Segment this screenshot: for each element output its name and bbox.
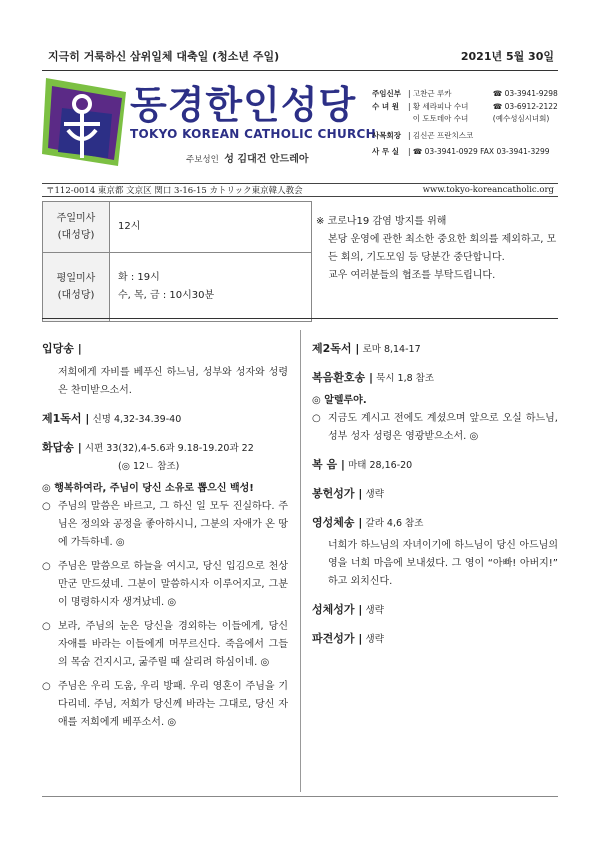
patron-saint — [186, 150, 309, 165]
staff-name: 황 세라피나 수녀 — [412, 101, 469, 111]
staff-row: 사 무 실 | ☎ 03-3941-0929 FAX 03-3941-3299 — [372, 146, 562, 159]
feast-title: 지극히 거룩하신 삼위일체 대축일 (청소년 주일) — [48, 50, 280, 63]
patron-label: 주보성인 — [186, 155, 219, 165]
office-contact: ☎ 03-3941-0929 FAX 03-3941-3299 — [412, 147, 550, 156]
covid-notice — [316, 213, 560, 285]
staff-name: 고찬근 루카 — [412, 89, 452, 98]
section-rule — [42, 318, 558, 319]
entrance-antiphon-text: 저희에게 자비를 베푸신 하느님, 성부와 성자와 성령은 찬미받으소서. — [58, 367, 288, 396]
staff-row — [372, 113, 562, 126]
gospel-acclamation: 복음환호송 | 묵시 1,8 참조 — [312, 371, 435, 384]
communion-antiphon-text: 너희가 하느님의 자녀이기에 하느님이 당신 아드님의 영을 너희 마음에 보내셨다. 그 영이 “아빠! 아버지!” 하고 외치신다. — [328, 540, 558, 587]
communion-hymn: 성체성가 | 생략 — [312, 603, 384, 616]
staff-role — [372, 113, 408, 126]
psalm-verse: ○ 보라, 주님의 눈은 당신을 경외하는 이들에게, 당신 자애를 바라는 이들에게 머무르신다. 죽음에서 그들의 목숨 건지시고, 굶주릴 때 살리려 하심이네. ◎ — [42, 621, 288, 668]
second-reading: 제2독서 | 로마 8,14-17 — [312, 342, 421, 355]
psalm: 화답송 | 시편 33(32),4-5.6과 9.18-19.20과 22 — [42, 441, 254, 454]
staff-role: 사목회장 — [372, 130, 401, 140]
psalm-ref-note: (◎ 12ㄴ 참조) — [118, 461, 180, 472]
psalm-verse: ○ 주님은 말씀으로 하늘을 여시고, 당신 입김으로 천상 만군 만드셨네. 그분이 말씀하시자 이루어지고, 그분이 명령하시자 생겨났네. ◎ — [42, 561, 288, 608]
sunday-mass-time: 12시 — [110, 202, 312, 253]
entrance-antiphon-title: 입당송 | — [42, 342, 82, 355]
first-reading: 제1독서 | 신명 4,32-34.39-40 — [42, 412, 182, 425]
right-column — [312, 340, 562, 649]
church-name-korean: 동경한인성당 — [130, 83, 357, 127]
staff-tel: ☎ 03-6912-2122 — [492, 101, 558, 111]
left-column — [42, 340, 292, 732]
alleluia-response: ◎ 알렐루야. — [312, 395, 367, 406]
staff-name: 이 도토데아 수녀 — [412, 114, 469, 123]
communion-antiphon: 영성체송 | 갈라 4,6 참조 — [312, 516, 424, 529]
psalm-verse: ○ 주님의 말씀은 바르고, 그 하신 일 모두 진실하다. 주님은 정의와 공정을 좋아하시니, 그분의 자애가 온 땅에 가득하네. ◎ — [42, 501, 288, 548]
website-url[interactable]: www.tokyo-koreancatholic.org — [422, 185, 554, 195]
staff-tel: (예수성심시녀회) — [492, 114, 550, 123]
address-japanese: 〒112-0014 東京都 文京区 関口 3-16-15 カトリック東京韓人教会 — [46, 186, 303, 196]
staff-row: 수 녀 원 | 황 세라피나 수녀 ☎ 03-6912-2122 — [372, 101, 562, 114]
sunday-mass-label: 주일미사 (대성당) — [43, 202, 110, 253]
bulletin-date: 2021년 5월 30일 — [460, 50, 554, 63]
table-row — [43, 202, 312, 253]
staff-role: 주임신부 — [372, 89, 401, 98]
bottom-rule — [42, 796, 558, 797]
column-divider — [300, 330, 301, 792]
psalm-response: ◎ 행복하여라, 주님이 당신 소유로 뽑으신 백성! — [42, 483, 254, 494]
notice-body: 본당 운영에 관한 최소한 중요한 회의를 제외하고, 모든 회의, 기도모임 등 당분간 중단합니다. — [328, 234, 557, 263]
patron-name: 성 김대건 안드레아 — [224, 154, 309, 165]
staff-row: 주임신부 | 고찬근 루카 ☎ 03-3941-9298 — [372, 88, 562, 101]
weekday-mass-label: 평일미사 (대성당) — [43, 253, 110, 322]
gospel: 복 음 | 마태 28,16-20 — [312, 458, 413, 471]
staff-tel: ☎ 03-3941-9298 — [492, 89, 558, 98]
staff-name: 김신곤 프란치스코 — [412, 130, 474, 140]
church-name-english: TOKYO KOREAN CATHOLIC CHURCH — [130, 127, 377, 141]
staff-directory — [372, 88, 562, 159]
offertory-hymn: 봉헌성가 | 생략 — [312, 487, 384, 500]
mass-schedule-table — [42, 201, 312, 322]
psalm-verse: ○ 주님은 우리 도움, 우리 방패. 우리 영혼이 주님을 기다리네. 주님, 저희가 당신께 바라는 그대로, 당신 자애를 저희에게 베푸소서. ◎ — [42, 681, 288, 728]
address-bar — [42, 183, 558, 197]
weekday-mass-time: 화 : 19시 수, 목, 금 : 10시30분 — [110, 253, 312, 322]
alleluia-verse: ○ 지금도 계시고 전에도 계셨으며 앞으로 오실 하느님, 성부 성자 성령은 영광받으소서. ◎ — [312, 413, 558, 442]
staff-row: 사목회장 | 김신곤 프란치스코 — [372, 130, 562, 143]
staff-role: 사 무 실 — [372, 147, 399, 156]
recessional-hymn: 파견성가 | 생략 — [312, 632, 384, 645]
notice-heading: ※ 코로나19 감염 방지를 위해 — [316, 216, 447, 227]
church-logo — [42, 78, 126, 166]
staff-role: 수 녀 원 — [372, 101, 399, 111]
table-row — [43, 253, 312, 322]
top-rule — [42, 70, 558, 71]
notice-request: 교우 여러분들의 협조를 부탁드립니다. — [328, 270, 496, 281]
